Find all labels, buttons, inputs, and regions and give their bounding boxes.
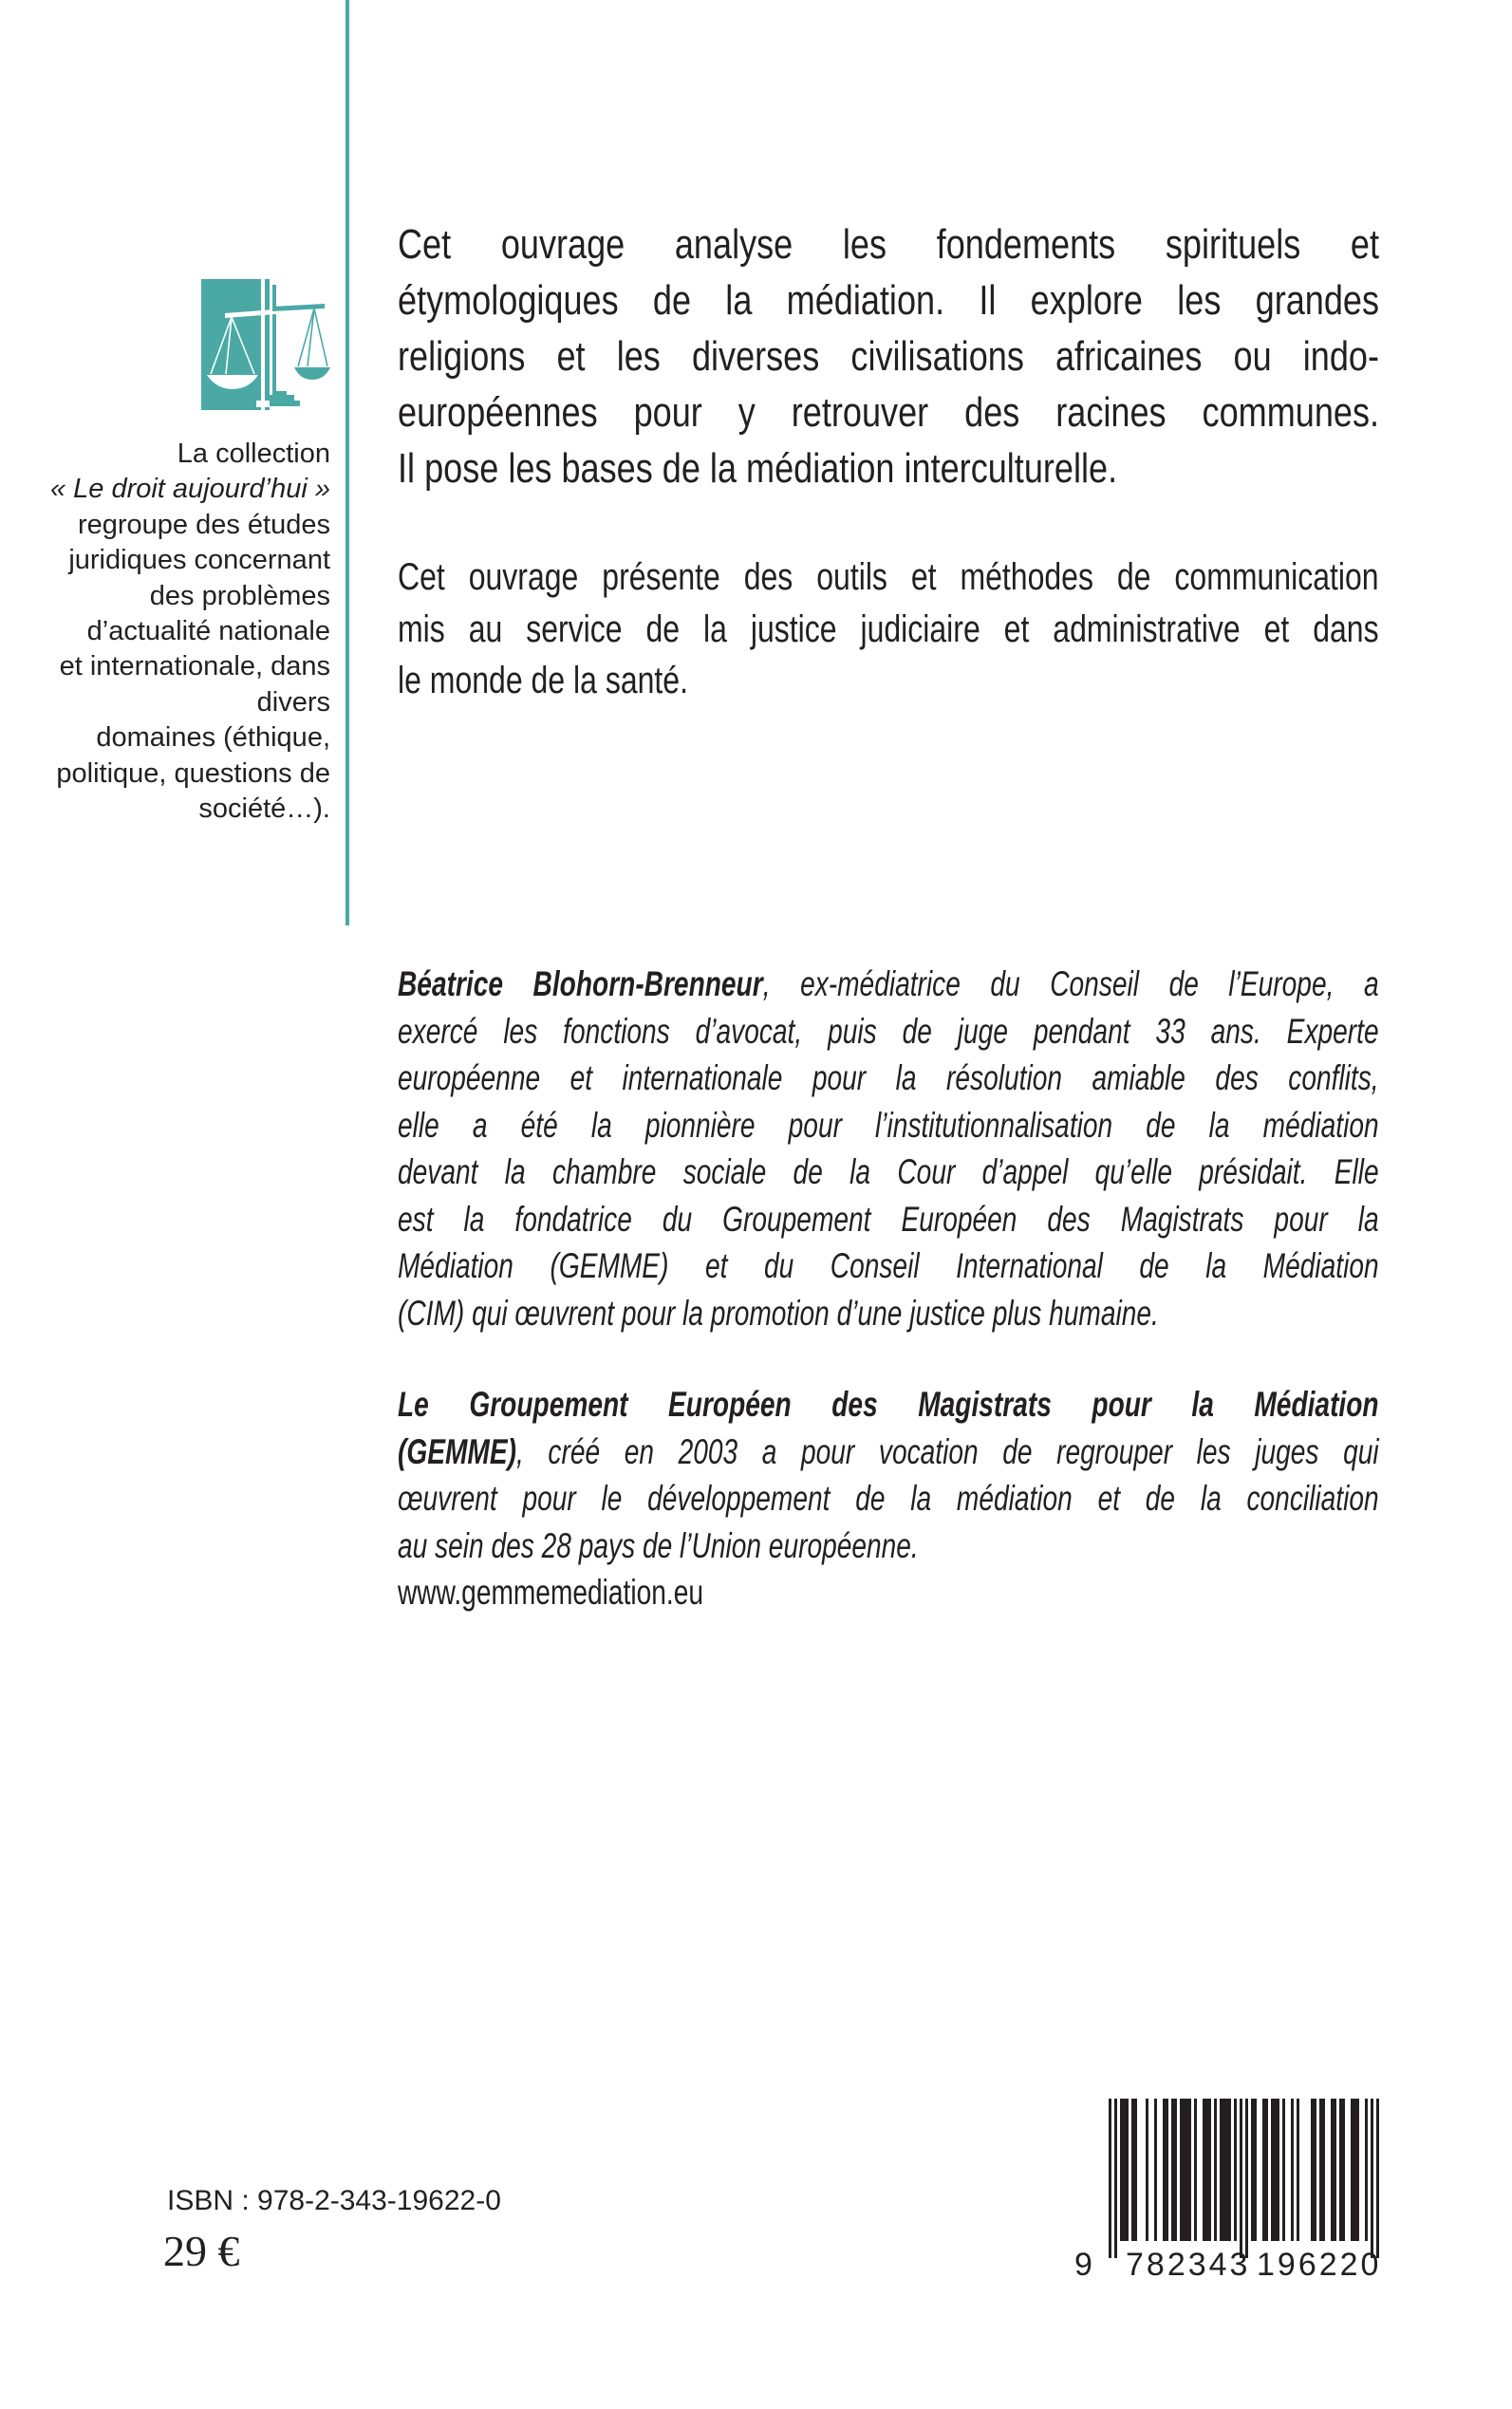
collection-line: et internationale, dans <box>59 651 330 682</box>
text-line <box>398 551 1379 604</box>
barcode-bar <box>1183 2099 1185 2241</box>
barcode-bar <box>1214 2099 1217 2241</box>
line-text: le monde de la santé. <box>398 660 688 701</box>
barcode-bar <box>1174 2099 1177 2241</box>
barcode-bar <box>1188 2099 1191 2241</box>
text-line <box>398 328 1379 384</box>
barcode-bar <box>1331 2099 1334 2241</box>
barcode-bar <box>1339 2099 1342 2241</box>
bold-text: Le Groupement Européen des Magistrats pour la Médiation <box>398 1385 1379 1424</box>
barcode-bar <box>1277 2099 1279 2241</box>
bold-text: Béatrice Blohorn-Brenneur <box>398 964 763 1003</box>
barcode-bar <box>1180 2099 1183 2241</box>
barcode-bar <box>1134 2099 1137 2241</box>
text-line <box>398 1429 1379 1476</box>
line-text: européenne et internationale pour la résolution amiable des conflits, <box>398 1058 1379 1097</box>
barcode-bar <box>1271 2099 1274 2241</box>
barcode-bar <box>1314 2099 1316 2241</box>
barcode-bar <box>1171 2099 1174 2241</box>
isbn-label: ISBN : 978-2-343-19622-0 <box>167 2185 501 2216</box>
line-text: Cet ouvrage analyse les fondements spirituels et <box>398 221 1380 268</box>
barcode-bar <box>1240 2099 1242 2258</box>
collection-line: « Le droit aujourd’hui » <box>49 474 330 505</box>
barcode-bar <box>1208 2099 1211 2241</box>
collection-description <box>19 437 330 827</box>
text-line <box>398 961 1379 1008</box>
gemme-description <box>398 1381 1379 1616</box>
text-line <box>398 1008 1379 1055</box>
barcode-bar <box>1351 2099 1353 2241</box>
line-text: , créé en 2003 a pour vocation de regrouper les juges qui <box>515 1431 1379 1471</box>
collection-line: société…). <box>198 794 330 825</box>
barcode-bar <box>1185 2099 1188 2241</box>
line-text: au sein des 28 pays de l’Union européenne. <box>398 1525 919 1565</box>
barcode-bar <box>1371 2099 1373 2258</box>
line-text: Il pose les bases de la médiation interculturelle. <box>398 445 1118 492</box>
barcode-bar <box>1245 2099 1248 2258</box>
collection-line: divers <box>256 686 330 718</box>
barcode-bar <box>1365 2099 1368 2241</box>
barcode-bar <box>1163 2099 1166 2241</box>
barcode-bar <box>1291 2099 1294 2241</box>
barcode-bar <box>1251 2099 1254 2241</box>
text-line <box>398 1475 1379 1522</box>
barcode-bar <box>1109 2099 1111 2258</box>
barcode-bar <box>1225 2099 1228 2241</box>
barcode-bar <box>1297 2099 1299 2241</box>
author-biography <box>398 961 1379 1336</box>
text-line <box>398 1055 1379 1102</box>
line-text: (CIM) qui œuvrent pour la promotion d’une justice plus humaine. <box>398 1293 1159 1333</box>
text-line <box>398 1522 1379 1570</box>
barcode-bar <box>1274 2099 1277 2241</box>
barcode-bar <box>1154 2099 1157 2241</box>
text-line <box>398 1290 1379 1337</box>
barcode-bar <box>1126 2099 1129 2241</box>
text-line <box>398 1242 1379 1290</box>
barcode-bar <box>1131 2099 1134 2241</box>
barcode-left-digits: 782343 <box>1126 2247 1251 2283</box>
text-line <box>398 1381 1379 1429</box>
barcode-bar <box>1223 2099 1225 2241</box>
collection-line: des problèmes <box>149 580 330 611</box>
scales-of-justice-logo-icon <box>201 277 330 410</box>
text-line <box>398 604 1379 656</box>
line-text: religions et les diverses civilisations africaines ou indo- <box>398 333 1380 380</box>
line-text: étymologiques de la médiation. Il explore les grandes <box>398 277 1380 324</box>
bold-text: (GEMME) <box>398 1431 516 1471</box>
barcode-bar <box>1146 2099 1148 2241</box>
barcode-bar <box>1114 2099 1117 2258</box>
line-text: , ex-médiatrice du Conseil de l’Europe, a <box>762 964 1379 1003</box>
website-link[interactable]: www.gemmemediation.eu <box>398 1573 703 1612</box>
line-text: devant la chambre sociale de la Cour d’appel qu’elle présidait. Elle <box>398 1152 1379 1191</box>
text-line <box>398 655 1379 707</box>
collection-line: politique, questions de <box>56 757 330 789</box>
barcode-bar <box>1203 2099 1205 2241</box>
barcode-bar <box>1194 2099 1197 2241</box>
text-line <box>398 216 1379 272</box>
barcode-bar <box>1123 2099 1126 2241</box>
barcode-bar <box>1220 2099 1223 2241</box>
text-line <box>398 1102 1379 1149</box>
divider-line <box>345 0 349 925</box>
barcode-bar <box>1254 2099 1257 2241</box>
barcode-bar <box>1234 2099 1237 2241</box>
line-text: Cet ouvrage présente des outils et méthodes de communication <box>398 556 1379 598</box>
line-text: Médiation (GEMME) et du Conseil International de la Médiation <box>398 1246 1379 1285</box>
collection-line: d’actualité nationale <box>86 616 330 647</box>
collection-line: juridiques concernant <box>68 545 330 576</box>
text-line <box>398 384 1379 440</box>
barcode-bar <box>1319 2099 1322 2241</box>
collection-line: regroupe des études <box>77 509 330 540</box>
barcode-bar <box>1262 2099 1265 2241</box>
barcode-bar <box>1342 2099 1345 2241</box>
text-line <box>398 272 1379 328</box>
line-text: européennes pour y retrouver des racines communes. <box>398 389 1380 436</box>
barcode-bar <box>1265 2099 1268 2241</box>
text-line <box>398 1196 1379 1243</box>
barcode-bar <box>1166 2099 1168 2241</box>
barcode-bar <box>1120 2099 1123 2241</box>
isbn-barcode <box>1071 2093 1384 2283</box>
barcode-bar <box>1282 2099 1285 2241</box>
barcode-bar <box>1356 2099 1359 2241</box>
barcode-bar <box>1376 2099 1379 2258</box>
barcode-first-digit: 9 <box>1074 2247 1092 2283</box>
barcode-bar <box>1353 2099 1356 2241</box>
line-text: exercé les fonctions d’avocat, puis de juge pendant 33 ans. Experte <box>398 1011 1379 1051</box>
summary-paragraph-2 <box>398 551 1379 707</box>
barcode-bar <box>1228 2099 1231 2241</box>
barcode-bar <box>1311 2099 1314 2241</box>
price-label: 29 € <box>163 2227 240 2275</box>
text-line <box>398 1148 1379 1196</box>
line-text: mis au service de la justice judiciaire et administrative et dans <box>398 607 1379 650</box>
barcode-bar <box>1334 2099 1336 2241</box>
barcode-bar <box>1322 2099 1325 2241</box>
text-line <box>398 440 1379 496</box>
collection-line: domaines (éthique, <box>96 722 330 754</box>
line-text: œuvrent pour le développement de la médiation et de la conciliation <box>398 1479 1379 1518</box>
barcode-bar <box>1205 2099 1208 2241</box>
line-text: elle a été la pionnière pour l’institutionnalisation de la médiation <box>398 1105 1379 1145</box>
line-text: est la fondatrice du Groupement Européen des Magistrats pour la <box>398 1199 1379 1239</box>
collection-line: La collection <box>177 439 330 469</box>
summary-paragraph-1 <box>398 216 1379 496</box>
barcode-right-digits: 196220 <box>1257 2247 1382 2283</box>
